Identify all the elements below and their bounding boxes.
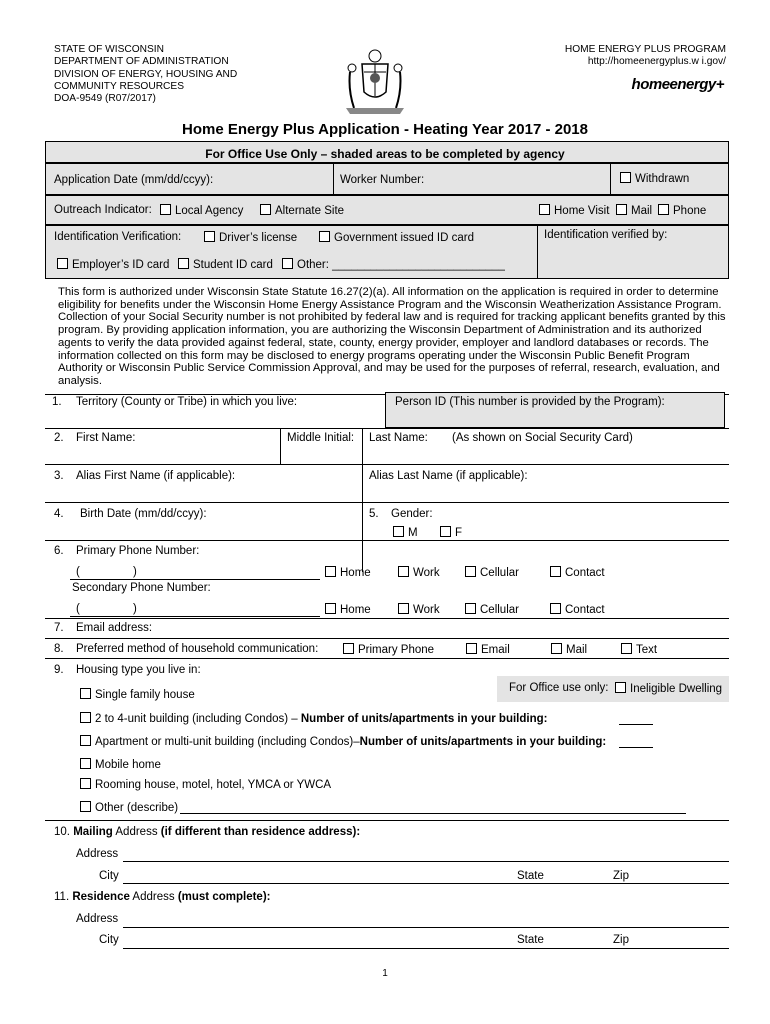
gender-m-checkbox[interactable] (393, 526, 404, 537)
worker-number-label: Worker Number: (340, 174, 425, 186)
housing-mobile-option[interactable] (80, 758, 161, 771)
secondary-contact-option[interactable] (550, 603, 605, 616)
drivers-license-option[interactable] (204, 231, 297, 244)
primary-contact-checkbox[interactable] (550, 566, 561, 577)
q6-number: 6. (54, 545, 64, 557)
withdrawn-checkbox[interactable] (620, 172, 631, 183)
q9-number: 9. (54, 664, 64, 676)
comm-primary-phone-label: Primary Phone (358, 644, 435, 656)
q2-number: 2. (54, 432, 64, 444)
gender-f-option[interactable] (440, 526, 462, 539)
gender-f-label: F (455, 527, 463, 539)
office-use-only-label: For Office use only: (509, 682, 609, 694)
primary-cellular-checkbox[interactable] (465, 566, 476, 577)
alias-last-label[interactable]: Alias Last Name (if applicable): (369, 470, 528, 482)
program-url[interactable]: http://homeenergyplus.w i.gov/ (587, 56, 726, 68)
home-energy-logo: homeenergy+ (631, 76, 724, 93)
agency-line: DIVISION OF ENERGY, HOUSING AND (54, 68, 238, 80)
birth-date-label[interactable]: Birth Date (mm/dd/ccyy): (80, 508, 207, 520)
housing-type-label: Housing type you live in: (76, 664, 201, 676)
housing-2-4-units-field[interactable] (619, 724, 653, 725)
local-agency-checkbox[interactable] (160, 204, 171, 215)
housing-single-checkbox[interactable] (80, 688, 91, 699)
gov-id-option[interactable] (319, 231, 474, 244)
person-id-label: Person ID (This number is provided by the Program): (395, 396, 665, 408)
agency-line: DEPARTMENT OF ADMINISTRATION (54, 56, 229, 68)
housing-2-4-option[interactable] (80, 712, 547, 725)
primary-work-label: Work (413, 567, 440, 579)
comm-text-option[interactable] (621, 643, 657, 656)
gender-label: Gender: (391, 508, 433, 520)
secondary-work-option[interactable] (398, 603, 440, 616)
mailing-address-label: Address (76, 848, 119, 860)
housing-2-4-label: 2 to 4-unit building (including Condos) – (95, 713, 298, 725)
q3-number: 3. (54, 470, 64, 482)
residence-qualifier: (must complete): (177, 891, 271, 903)
primary-home-option[interactable] (325, 566, 371, 579)
housing-2-4-units-label: Number of units/apartments in your building: (300, 713, 548, 725)
comm-text-checkbox[interactable] (621, 643, 632, 654)
secondary-home-option[interactable] (325, 603, 371, 616)
primary-cellular-option[interactable] (465, 566, 519, 579)
residence-city-field[interactable] (123, 948, 729, 949)
residence-address-field[interactable] (123, 927, 729, 928)
housing-apartment-checkbox[interactable] (80, 735, 91, 746)
mailing-address-field[interactable] (123, 861, 729, 862)
housing-other-label: Other (describe) (95, 802, 179, 814)
primary-work-option[interactable] (398, 566, 440, 579)
ineligible-dwelling-label: Ineligible Dwelling (630, 683, 723, 695)
phone-label: Phone (673, 205, 707, 217)
agency-line: COMMUNITY RESOURCES (54, 80, 184, 92)
housing-mobile-checkbox[interactable] (80, 758, 91, 769)
comm-primary-phone-option[interactable] (343, 643, 434, 656)
secondary-home-label: Home (340, 604, 371, 616)
housing-single-option[interactable] (80, 688, 195, 701)
housing-other-option[interactable] (80, 801, 178, 814)
alias-first-label[interactable]: Alias First Name (if applicable): (76, 470, 236, 482)
employers-id-checkbox[interactable] (57, 258, 68, 269)
ineligible-dwelling-option[interactable] (615, 682, 722, 695)
housing-rooming-label: Rooming house, motel, hotel, YMCA or YWCA (95, 779, 332, 791)
home-visit-checkbox[interactable] (539, 204, 550, 215)
other-id-option[interactable] (282, 258, 505, 271)
drivers-license-label: Driver’s license (219, 232, 298, 244)
page-number: 1 (382, 968, 388, 979)
comm-email-option[interactable] (466, 643, 510, 656)
agency-line: STATE OF WISCONSIN (54, 44, 164, 55)
program-header (565, 44, 726, 69)
email-label[interactable]: Email address: (76, 622, 153, 634)
gender-m-label: M (408, 527, 418, 539)
housing-2-4-checkbox[interactable] (80, 712, 91, 723)
mailing-city-field[interactable] (123, 883, 729, 884)
comm-mail-checkbox[interactable] (551, 643, 562, 654)
secondary-home-checkbox[interactable] (325, 603, 336, 614)
comm-mail-label: Mail (566, 644, 588, 656)
program-name: HOME ENERGY PLUS PROGRAM (564, 44, 726, 55)
other-id-checkbox[interactable] (282, 258, 293, 269)
other-id-label: Other: ___________________________ (297, 259, 505, 271)
secondary-contact-label: Contact (565, 604, 605, 616)
secondary-phone-label: Secondary Phone Number: (72, 582, 211, 594)
mailing-zip-label: Zip (613, 870, 629, 882)
address-word: Address (129, 891, 178, 903)
authorization-paragraph: This form is authorized under Wisconsin State Statute 16.27(2)(a). All information on the application is required in order to determine eligibility for benefits under the Wisconsin Home Energy Assistance Program and the Wisconsin Weatherization Assistance Program. Collection of your Social Security number is not prohibited by federal law and is required for tracking applicant benefits granted by this program. By providing application information, you are authorizing the Wisconsin Department of Administration and its authorized agents to verify the data provided against federal, state, county, energy provider, employer and landlord databases or records. The information collected on this form may be disclosed to energy programs operating under the Wisconsin Public Benefit Program Authority or Wisconsin Public Service Commission Approval, and may be used for the purposes of referral, research, evaluation, and analysis. (58, 286, 726, 387)
mailing-qualifier: (if different than residence address): (160, 826, 361, 838)
student-id-option[interactable] (178, 258, 273, 271)
address-word: Address (112, 826, 161, 838)
territory-label[interactable]: Territory (County or Tribe) in which you live: (76, 396, 298, 408)
residence-city-label: City (99, 934, 119, 946)
comm-mail-option[interactable] (551, 643, 587, 656)
id-verification-label: Identification Verification: (54, 231, 182, 243)
housing-mobile-label: Mobile home (95, 759, 161, 771)
comm-email-checkbox[interactable] (466, 643, 477, 654)
housing-other-field[interactable] (180, 813, 686, 814)
student-id-label: Student ID card (193, 259, 273, 271)
ineligible-dwelling-checkbox[interactable] (615, 682, 626, 693)
q11-heading (54, 891, 270, 903)
employers-id-option[interactable] (57, 258, 169, 271)
mailing-city-label: City (99, 870, 119, 882)
mailing-word: Mailing (73, 826, 113, 838)
primary-home-checkbox[interactable] (325, 566, 336, 577)
residence-zip-label: Zip (613, 934, 629, 946)
q10-heading (54, 826, 360, 838)
housing-other-checkbox[interactable] (80, 801, 91, 812)
residence-address-label: Address (76, 913, 119, 925)
page-title: Home Energy Plus Application - Heating Year 2017 - 2018 (182, 121, 588, 138)
secondary-work-label: Work (413, 604, 440, 616)
secondary-work-checkbox[interactable] (398, 603, 409, 614)
state-seal-icon (340, 42, 410, 116)
comm-primary-phone-checkbox[interactable] (343, 643, 354, 654)
withdrawn-option[interactable] (620, 172, 689, 185)
q7-number: 7. (54, 622, 64, 634)
gender-f-checkbox[interactable] (440, 526, 451, 537)
housing-apartment-units-label: Number of units/apartments in your building: (359, 736, 607, 748)
housing-apartment-units-field[interactable] (619, 747, 653, 748)
phone-checkbox[interactable] (658, 204, 669, 215)
id-verified-by-label: Identification verified by: (544, 229, 668, 241)
secondary-area-open: ( (76, 603, 80, 615)
primary-phone-label: Primary Phone Number: (76, 545, 200, 557)
primary-area-close: ) (133, 566, 137, 578)
housing-rooming-checkbox[interactable] (80, 778, 91, 789)
housing-apartment-option[interactable] (80, 735, 606, 748)
middle-initial-label[interactable]: Middle Initial: (287, 432, 355, 444)
secondary-area-close: ) (133, 603, 137, 615)
primary-contact-label: Contact (565, 567, 605, 579)
secondary-contact-checkbox[interactable] (550, 603, 561, 614)
q10-number: 10. (54, 826, 70, 838)
q8-number: 8. (54, 643, 64, 655)
last-name-label[interactable]: Last Name: (369, 432, 428, 444)
drivers-license-checkbox[interactable] (204, 231, 215, 242)
local-agency-label: Local Agency (175, 205, 244, 217)
office-heading: For Office Use Only – shaded areas to be completed by agency (205, 147, 565, 161)
student-id-checkbox[interactable] (178, 258, 189, 269)
phone-option[interactable] (658, 204, 706, 217)
form-number: DOA-9549 (R07/2017) (54, 93, 156, 105)
housing-single-label: Single family house (95, 689, 195, 701)
q5-number: 5. (369, 508, 379, 520)
gov-id-label: Government issued ID card (334, 232, 474, 244)
primary-area-open: ( (76, 566, 80, 578)
residence-state-label: State (517, 934, 544, 946)
alternate-site-option[interactable] (260, 204, 344, 217)
ssn-note: (As shown on Social Security Card) (452, 432, 633, 444)
comm-email-label: Email (481, 644, 510, 656)
residence-word: Residence (72, 891, 130, 903)
housing-rooming-option[interactable] (80, 778, 331, 791)
primary-contact-option[interactable] (550, 566, 605, 579)
mail-option[interactable] (616, 204, 652, 217)
gender-m-option[interactable] (393, 526, 418, 539)
home-visit-label: Home Visit (554, 205, 610, 217)
withdrawn-label: Withdrawn (635, 173, 690, 185)
home-visit-option[interactable] (539, 204, 609, 217)
q1-number: 1. (52, 396, 62, 408)
primary-cellular-label: Cellular (480, 567, 519, 579)
secondary-cellular-label: Cellular (480, 604, 519, 616)
agency-header (54, 44, 237, 105)
housing-apartment-label: Apartment or multi-unit building (including Condos)– (95, 736, 360, 748)
mail-label: Mail (631, 205, 653, 217)
communication-label: Preferred method of household communication: (76, 643, 319, 655)
comm-text-label: Text (636, 644, 658, 656)
secondary-cellular-option[interactable] (465, 603, 519, 616)
mail-checkbox[interactable] (616, 204, 627, 215)
gov-id-checkbox[interactable] (319, 231, 330, 242)
primary-home-label: Home (340, 567, 371, 579)
outreach-label: Outreach Indicator: (54, 204, 152, 216)
employers-id-label: Employer’s ID card (72, 259, 170, 271)
q4-number: 4. (54, 508, 64, 520)
secondary-cellular-checkbox[interactable] (465, 603, 476, 614)
alternate-site-label: Alternate Site (275, 205, 345, 217)
application-date-label: Application Date (mm/dd/ccyy): (54, 174, 214, 186)
first-name-label[interactable]: First Name: (76, 432, 136, 444)
alternate-site-checkbox[interactable] (260, 204, 271, 215)
mailing-state-label: State (517, 870, 544, 882)
local-agency-option[interactable] (160, 204, 243, 217)
q11-number: 11. (54, 891, 70, 903)
primary-work-checkbox[interactable] (398, 566, 409, 577)
